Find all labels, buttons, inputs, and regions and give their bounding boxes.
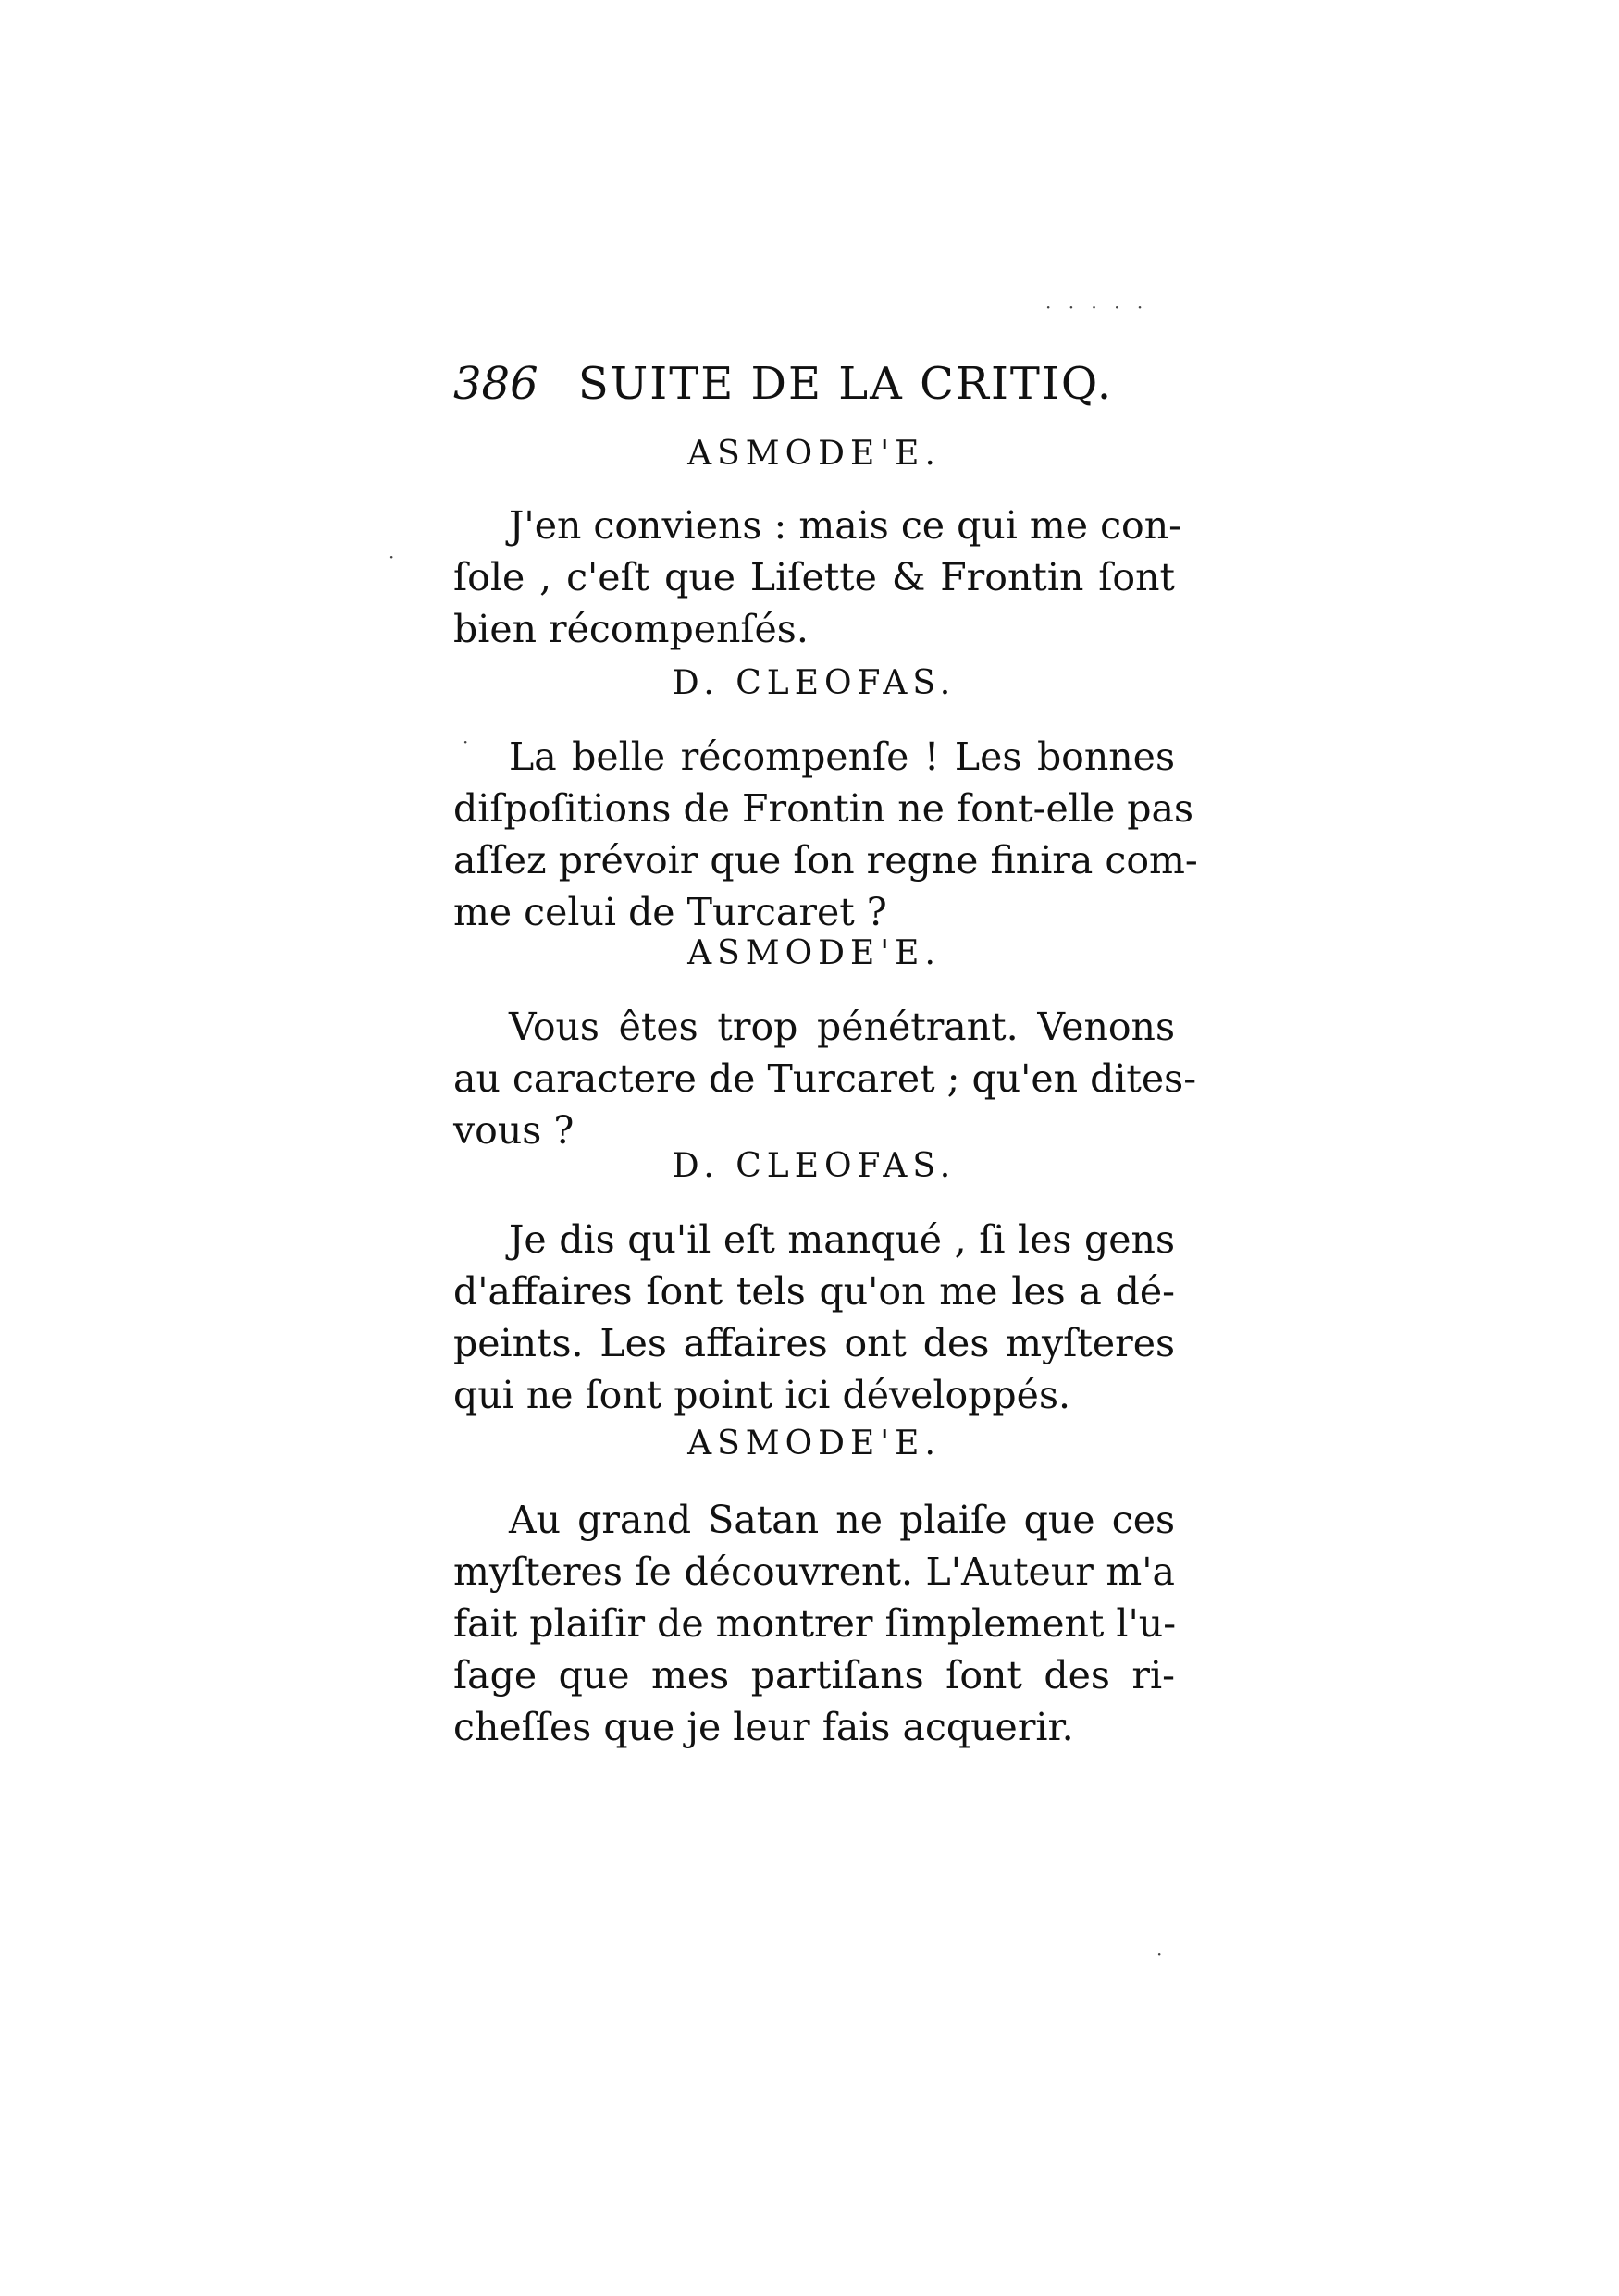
text-line: vous ?	[453, 1108, 575, 1153]
speech-paragraph	[453, 500, 1181, 655]
text-line: Vous êtes trop pénétrant. Venons	[509, 1005, 1175, 1049]
text-line: au caractere de Turcaret ; qu'en dites-	[453, 1056, 1197, 1101]
text-line: qui ne ſont point ici développés.	[453, 1373, 1071, 1417]
text-line: La belle récompenſe ! Les bonnes	[509, 734, 1175, 779]
speech-paragraph	[453, 1494, 1175, 1753]
text-line: myſteres ſe découvrent. L'Auteur m'a	[453, 1549, 1175, 1594]
text-line: peints. Les affaires ont des myſteres	[453, 1321, 1175, 1365]
text-line: bien récompenſés.	[453, 607, 809, 651]
text-line: diſpoſitions de Frontin ne font-elle pas	[453, 786, 1194, 831]
page-header	[453, 356, 1175, 412]
page-number: 386	[453, 358, 538, 410]
text-line: Au grand Satan ne plaiſe que ces	[509, 1498, 1175, 1542]
speaker-name: ASMODE'E.	[687, 1425, 941, 1463]
text-line: Je dis qu'il eſt manqué , ſi les gens	[509, 1217, 1175, 1262]
running-title: SUITE DE LA CRITIQ.	[577, 358, 1114, 410]
text-line: d'affaires ſont tels qu'on me les a dé-	[453, 1269, 1175, 1314]
speaker-name: ASMODE'E.	[687, 435, 941, 473]
text-line: cheſſes que je leur fais acquerir.	[453, 1705, 1074, 1749]
text-line: ſole , c'eſt que Liſette & Frontin ſont	[453, 555, 1175, 599]
text-line: fait plaiſir de montrer ſimplement l'u-	[453, 1601, 1177, 1646]
speech-paragraph	[453, 1001, 1197, 1156]
speech-paragraph	[453, 731, 1198, 938]
text-line: J'en conviens : mais ce qui me con-	[509, 503, 1181, 548]
print-speck: · · · · ·	[1045, 296, 1149, 318]
speaker-name: ASMODE'E.	[687, 934, 941, 972]
text-line: me celui de Turcaret ?	[453, 890, 887, 934]
speaker-name: D. CLEOFAS.	[672, 1147, 957, 1185]
speaker-name: D. CLEOFAS.	[672, 664, 957, 702]
print-speck: ·	[463, 731, 469, 753]
print-speck: ·	[1156, 1943, 1163, 1965]
text-line: aſſez prévoir que ſon regne finira com-	[453, 838, 1198, 883]
text-line: ſage que mes partiſans ſont des ri-	[453, 1653, 1175, 1697]
print-speck: ·	[389, 546, 395, 568]
speech-paragraph	[453, 1214, 1175, 1421]
